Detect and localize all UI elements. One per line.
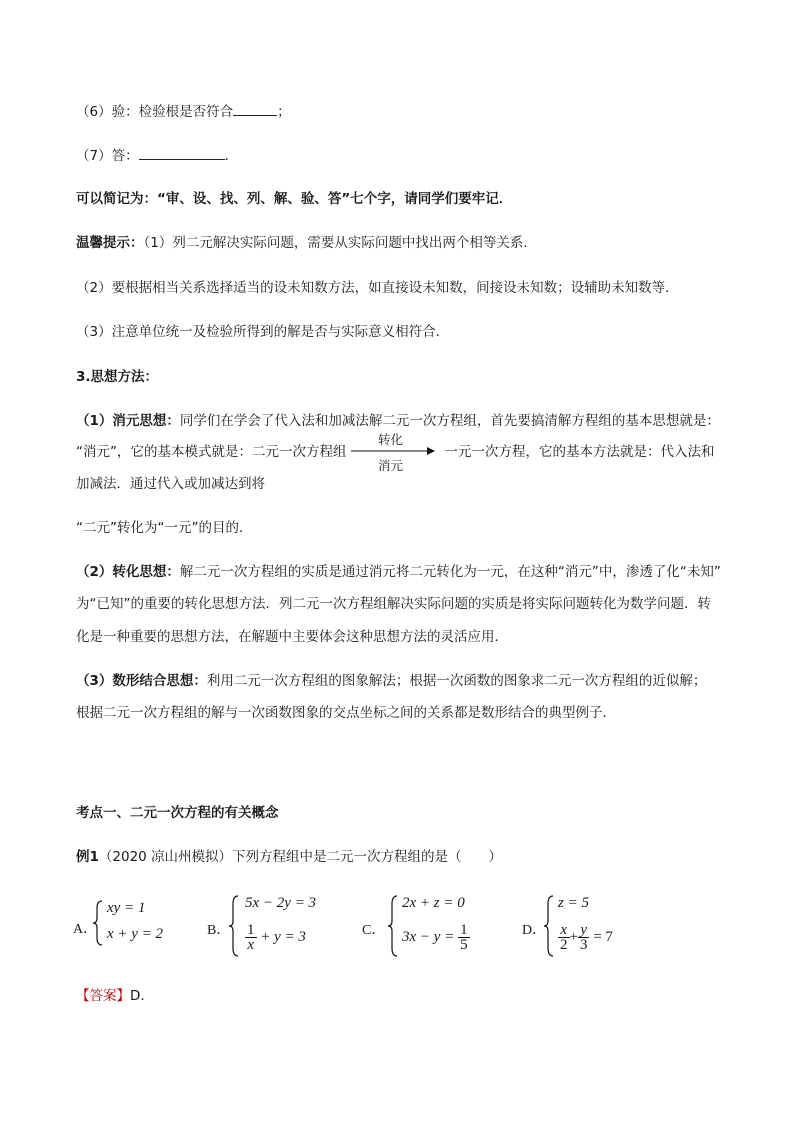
arrow-right-icon (351, 446, 435, 456)
method-1-text-b1: “消元”，它的基本模式就是：二元一次方程组 (76, 444, 347, 460)
option-a-letter: A． (73, 922, 98, 937)
step-7-blank (139, 145, 225, 160)
option-d-frac2-den: 3 (579, 937, 588, 953)
left-brace-icon (544, 895, 554, 957)
option-d-letter: D． (522, 923, 547, 938)
option-b-eq2 (245, 923, 306, 952)
option-b[interactable] (207, 893, 347, 963)
step-6-suffix: ； (277, 104, 291, 120)
step-7-text: （7）答： (76, 148, 139, 164)
method-1-line-d: “二元”转化为“一元”的目的． (76, 520, 253, 536)
option-d-eq2-rest: = 7 (593, 928, 613, 945)
step-6 (76, 101, 291, 122)
option-c-fraction (458, 923, 470, 952)
option-d[interactable] (522, 893, 662, 963)
option-d-plus: + (569, 928, 578, 945)
method-2-label: （2）转化思想： (76, 564, 180, 580)
answer-line (76, 986, 145, 1006)
option-d-fraction-1 (558, 923, 570, 952)
option-c-eq2 (402, 923, 470, 952)
answer-label: 【答案】 (76, 988, 130, 1004)
option-c-letter: C． (362, 923, 386, 938)
method-1-line-b (76, 432, 715, 473)
arrow-top-label: 转化 (377, 432, 403, 447)
method-1-text-b2: 一元一次方程，它的基本方法就是：代入法和 (444, 444, 715, 460)
tip-1-text: （1）列二元解决实际问题，需要从实际问题中找出两个相等关系． (143, 235, 537, 251)
option-b-fraction (245, 923, 257, 952)
example-text: （2020 凉山州模拟）下列方程组中是二元一次方程组的是（ ） (98, 849, 503, 865)
step-6-blank (233, 101, 277, 116)
answer-value: D. (130, 988, 145, 1004)
option-d-fraction-2 (578, 923, 590, 952)
option-c[interactable] (362, 893, 502, 963)
option-b-eq1: 5x − 2y = 3 (245, 895, 317, 911)
method-3-line-b: 根据二元一次方程组的解与一次函数图象的交点坐标之间的关系都是数形结合的典型例子． (76, 705, 616, 721)
method-1-line-c: 加减法．通过代入或加减达到将 (76, 476, 265, 492)
methods-heading: 3.思想方法： (76, 369, 159, 385)
tip-2: （2）要根据相当关系选择适当的设未知数方法，如直接设未知数，间接设未知数；设辅助未知数等． (76, 280, 679, 296)
transform-arrow (351, 432, 441, 473)
option-b-frac-den: x (247, 937, 255, 953)
method-1-label: （1）消元思想： (76, 413, 180, 429)
option-a-eq1: xy = 1 (107, 900, 146, 916)
option-d-frac1-den: 2 (560, 937, 568, 953)
left-brace-icon (229, 895, 239, 957)
tip-1 (76, 233, 537, 253)
method-2-line-a (76, 562, 721, 582)
option-a-eq2: x + y = 2 (107, 926, 164, 942)
tips-label: 温馨提示： (76, 235, 144, 251)
option-b-letter: B． (207, 923, 231, 938)
arrow-bottom-label: 消元 (377, 458, 403, 473)
option-c-frac-num: 1 (460, 922, 468, 938)
option-c-frac-den: 5 (460, 937, 468, 953)
option-b-eq2-rest: + y = 3 (260, 928, 306, 945)
summary-line: 可以简记为：“审、设、找、列、解、验、答”七个字，请同学们要牢记． (76, 191, 513, 207)
method-3-text-a: 利用二元一次方程组的图象解法；根据一次函数的图象求二元一次方程组的近似解； (206, 673, 707, 689)
example-label: 例1 (76, 849, 99, 865)
method-1-text-a: 同学们在学会了代入法和加减法解二元一次方程组，首先要搞清解方程组的基本思想就是： (179, 413, 720, 429)
option-d-eq2 (558, 923, 613, 952)
option-b-frac-num: 1 (247, 922, 255, 938)
option-c-eq2-left: 3x − y = (402, 928, 455, 945)
example-1 (76, 847, 502, 867)
step-7 (76, 145, 238, 166)
method-1-line-a (76, 411, 720, 431)
section-heading: 考点一、二元一次方程的有关概念 (76, 805, 279, 821)
option-c-eq1: 2x + z = 0 (402, 895, 465, 911)
method-3-line-a (76, 671, 706, 691)
option-d-frac1-num: x (558, 923, 570, 938)
left-brace-icon (388, 895, 398, 957)
step-6-text: （6）验：检验根是否符合 (76, 104, 234, 120)
option-d-frac2-num: y (578, 923, 590, 938)
method-2-line-c: 化是一种重要的思想方法，在解题中主要体会这种思想方法的灵活应用． (76, 629, 508, 645)
left-brace-icon (93, 900, 103, 946)
method-2-line-b: 为“已知”的重要的转化思想方法．列二元一次方程组解决实际问题的实质是将实际问题转化为数学问题．转 (76, 596, 711, 612)
method-3-label: （3）数形结合思想： (76, 673, 207, 689)
method-2-text-a: 解二元一次方程组的实质是通过消元将二元转化为一元，在这种“消元”中，渗透了化“未知” (179, 564, 721, 580)
option-a[interactable] (73, 898, 193, 958)
option-d-eq1: z = 5 (558, 895, 589, 911)
tip-3: （3）注意单位统一及检验所得到的解是否与实际意义相符合． (76, 324, 450, 340)
step-7-suffix: ． (224, 148, 239, 164)
